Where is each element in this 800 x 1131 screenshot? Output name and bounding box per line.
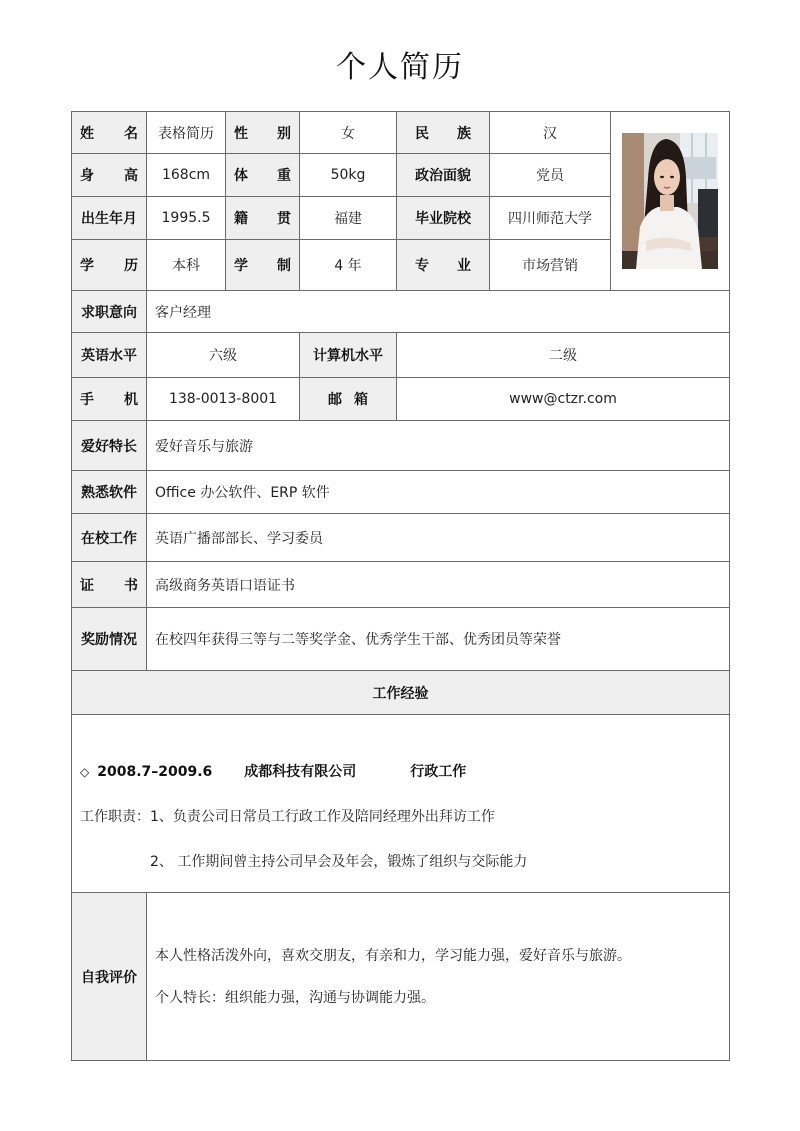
- photo-cell: [611, 112, 730, 291]
- self-line-2: 个人特长：组织能力强，沟通与协调能力强。: [155, 989, 435, 1006]
- degree-value: 本科: [147, 240, 226, 291]
- phone-value: 138-0013-8001: [147, 378, 300, 421]
- school-label: 毕业院校: [397, 197, 490, 240]
- gender-label: 性别: [226, 112, 300, 154]
- computer-label: 计算机水平: [300, 333, 397, 378]
- profile-photo: [622, 133, 718, 269]
- work-duty-1: [80, 807, 721, 827]
- english-value: 六级: [147, 333, 300, 378]
- work-duty-2: 2、 工作期间曾主持公司早会及年会，锻炼了组织与交际能力: [150, 854, 528, 870]
- campus-value: 英语广播部部长、学习委员: [147, 514, 730, 562]
- major-value: 市场营销: [490, 240, 611, 291]
- row-hobby: [72, 421, 730, 471]
- computer-value: 二级: [397, 333, 730, 378]
- height-label: 身高: [72, 154, 147, 197]
- major-label: 专业: [397, 240, 490, 291]
- cert-label: 证书: [72, 562, 147, 608]
- hobby-value: 爱好音乐与旅游: [147, 421, 730, 471]
- email-value: www@ctzr.com: [397, 378, 730, 421]
- row-objective: [72, 291, 730, 333]
- row-name: [72, 112, 730, 154]
- birth-value: 1995.5: [147, 197, 226, 240]
- row-work-detail: [72, 715, 730, 893]
- self-label: 自我评价: [72, 893, 147, 1061]
- campus-label: 在校工作: [72, 514, 147, 562]
- work-experience: [72, 715, 730, 893]
- weight-label: 体重: [226, 154, 300, 197]
- origin-label: 籍贯: [226, 197, 300, 240]
- origin-value: 福建: [300, 197, 397, 240]
- row-skills: [72, 333, 730, 378]
- row-contact: [72, 378, 730, 421]
- self-line-1: 本人性格活泼外向，喜欢交朋友，有亲和力，学习能力强，爱好音乐与旅游。: [155, 947, 631, 964]
- row-cert: [72, 562, 730, 608]
- ethnicity-label: 民族: [397, 112, 490, 154]
- row-award: [72, 608, 730, 671]
- ethnicity-value: 汉: [490, 112, 611, 154]
- english-label: 英语水平: [72, 333, 147, 378]
- duty-prefix: 工作职责：: [80, 809, 150, 825]
- self-evaluation: [147, 893, 730, 1061]
- cert-value: 高级商务英语口语证书: [147, 562, 730, 608]
- work-section-title: 工作经验: [72, 671, 730, 715]
- objective-label: 求职意向: [72, 291, 147, 333]
- work-entry-header: [80, 762, 721, 782]
- resume-table: [71, 111, 730, 1061]
- hobby-label: 爱好特长: [72, 421, 147, 471]
- row-software: [72, 471, 730, 514]
- duration-label: 学制: [226, 240, 300, 291]
- software-value: Office 办公软件、ERP 软件: [147, 471, 730, 514]
- page-title: 个人简历: [336, 50, 464, 85]
- height-value: 168cm: [147, 154, 226, 197]
- award-value: 在校四年获得三等与二等奖学金、优秀学生干部、优秀团员等荣誉: [147, 608, 730, 671]
- degree-label: 学历: [72, 240, 147, 291]
- email-label: 邮箱: [300, 378, 397, 421]
- birth-label: 出生年月: [72, 197, 147, 240]
- gender-value: 女: [300, 112, 397, 154]
- work-company: 成都科技有限公司: [244, 764, 357, 780]
- row-self: [72, 893, 730, 1061]
- diamond-icon: ◇: [80, 765, 90, 779]
- weight-value: 50kg: [300, 154, 397, 197]
- name-label: 姓名: [72, 112, 147, 154]
- political-label: 政治面貌: [397, 154, 490, 197]
- duty-1-text: 1、负责公司日常员工行政工作及陪同经理外出拜访工作: [150, 809, 495, 825]
- row-work-title: [72, 671, 730, 715]
- row-campus: [72, 514, 730, 562]
- phone-label: 手机: [72, 378, 147, 421]
- work-position: 行政工作: [410, 764, 467, 780]
- school-value: 四川师范大学: [490, 197, 611, 240]
- name-value: 表格简历: [147, 112, 226, 154]
- objective-value: 客户经理: [147, 291, 730, 333]
- duration-value: 4 年: [300, 240, 397, 291]
- work-period: 2008.7–2009.6: [97, 764, 213, 780]
- software-label: 熟悉软件: [72, 471, 147, 514]
- political-value: 党员: [490, 154, 611, 197]
- award-label: 奖励情况: [72, 608, 147, 671]
